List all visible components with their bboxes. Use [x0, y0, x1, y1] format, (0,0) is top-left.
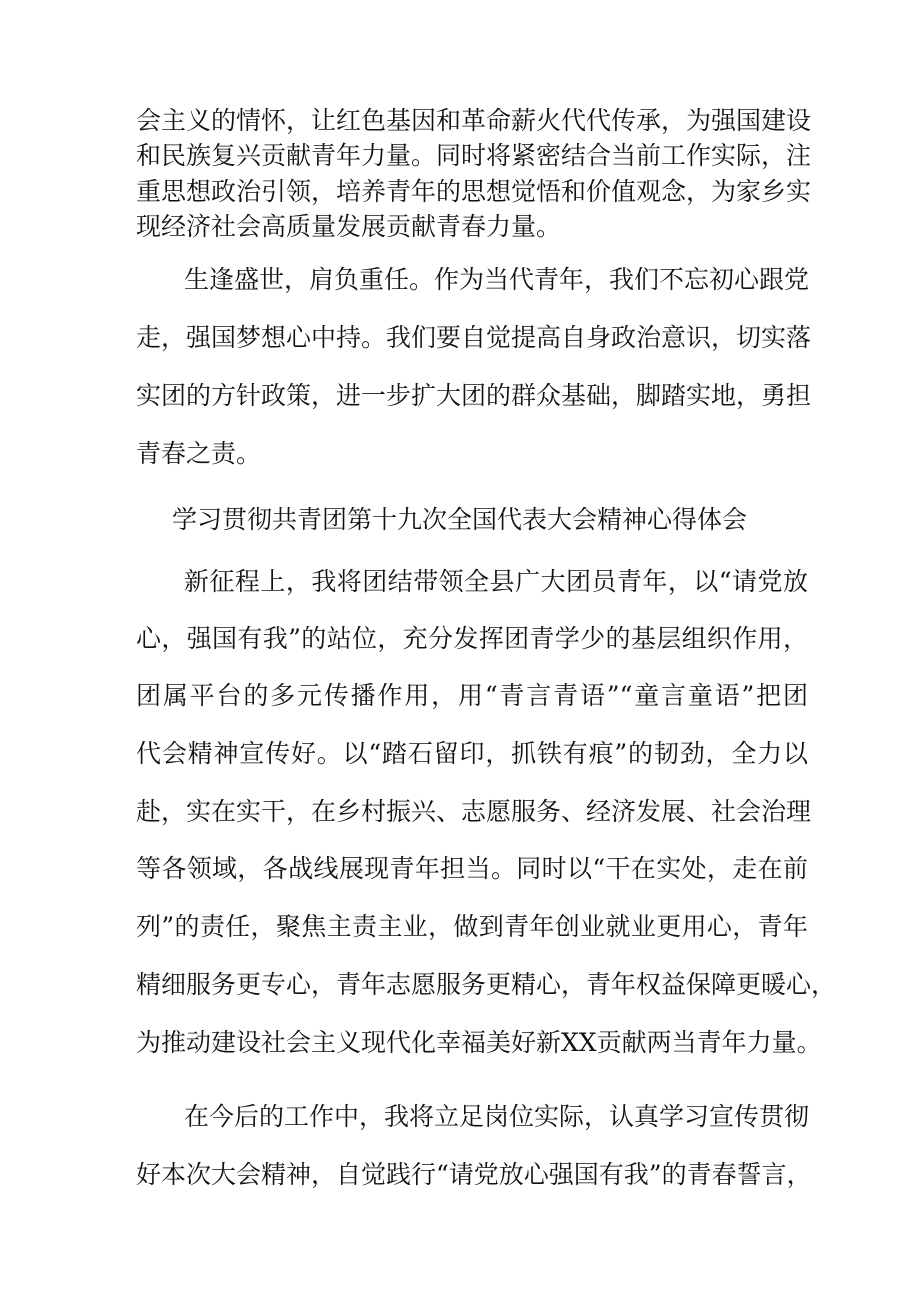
- paragraph-3-line-2: 心，强国有我”的站位，充分发挥团青学少的基层组织作用，: [136, 624, 808, 653]
- paragraph-3-line-3: 团属平台的多元传播作用，用“青言青语”“童言童语”把团: [136, 681, 808, 710]
- paragraph-3-line-7: 列”的责任，聚焦主责主业，做到青年创业就业更用心，青年: [136, 912, 808, 941]
- paragraph-3-line-1: 新征程上，我将团结带领全县广大团员青年，以“请党放: [184, 567, 808, 596]
- paragraph-4-line-1: 在今后的工作中，我将立足岗位实际，认真学习宣传贯彻: [184, 1102, 810, 1131]
- paragraph-2-line-2: 走，强国梦想心中持。我们要自觉提高自身政治意识，切实落: [136, 323, 812, 352]
- paragraph-3-line-6: 等各领域，各战线展现青年担当。同时以“干在实处，走在前: [136, 854, 808, 883]
- paragraph-3-line-4: 代会精神宣传好。以“踏石留印，抓铁有痕”的韧劲，全力以: [136, 739, 808, 768]
- paragraph-4-line-2: 好本次大会精神，自觉践行“请党放心强国有我”的青春誓言，: [136, 1160, 812, 1189]
- paragraph-1-line-4: 现经济社会高质量发展贡献青春力量。: [136, 212, 562, 241]
- paragraph-3-line-9: 为推动建设社会主义现代化幸福美好新XX贡献两当青年力量。: [136, 1028, 822, 1057]
- paragraph-1-line-3: 重思想政治引领，培养青年的思想觉悟和价值观念，为家乡实: [136, 177, 812, 206]
- paragraph-1-line-2: 和民族复兴贡献青年力量。同时将紧密结合当前工作实际，注: [136, 141, 812, 170]
- paragraph-2-line-4: 青春之责。: [136, 439, 262, 468]
- section-title: 学习贯彻共青团第十九次全国代表大会精神心得体会: [172, 505, 748, 534]
- paragraph-1-line-1: 会主义的情怀，让红色基因和革命薪火代代传承，为强国建设: [136, 106, 812, 135]
- paragraph-2-line-3: 实团的方针政策，进一步扩大团的群众基础，脚踏实地，勇担: [136, 381, 812, 410]
- paragraph-2-line-1: 生逢盛世，肩负重任。作为当代青年，我们不忘初心跟党: [184, 265, 810, 294]
- paragraph-3-line-8: 精细服务更专心，青年志愿服务更精心，青年权益保障更暖心，: [136, 970, 837, 999]
- paragraph-3-line-5: 赴，实在实干，在乡村振兴、志愿服务、经济发展、社会治理: [136, 797, 812, 826]
